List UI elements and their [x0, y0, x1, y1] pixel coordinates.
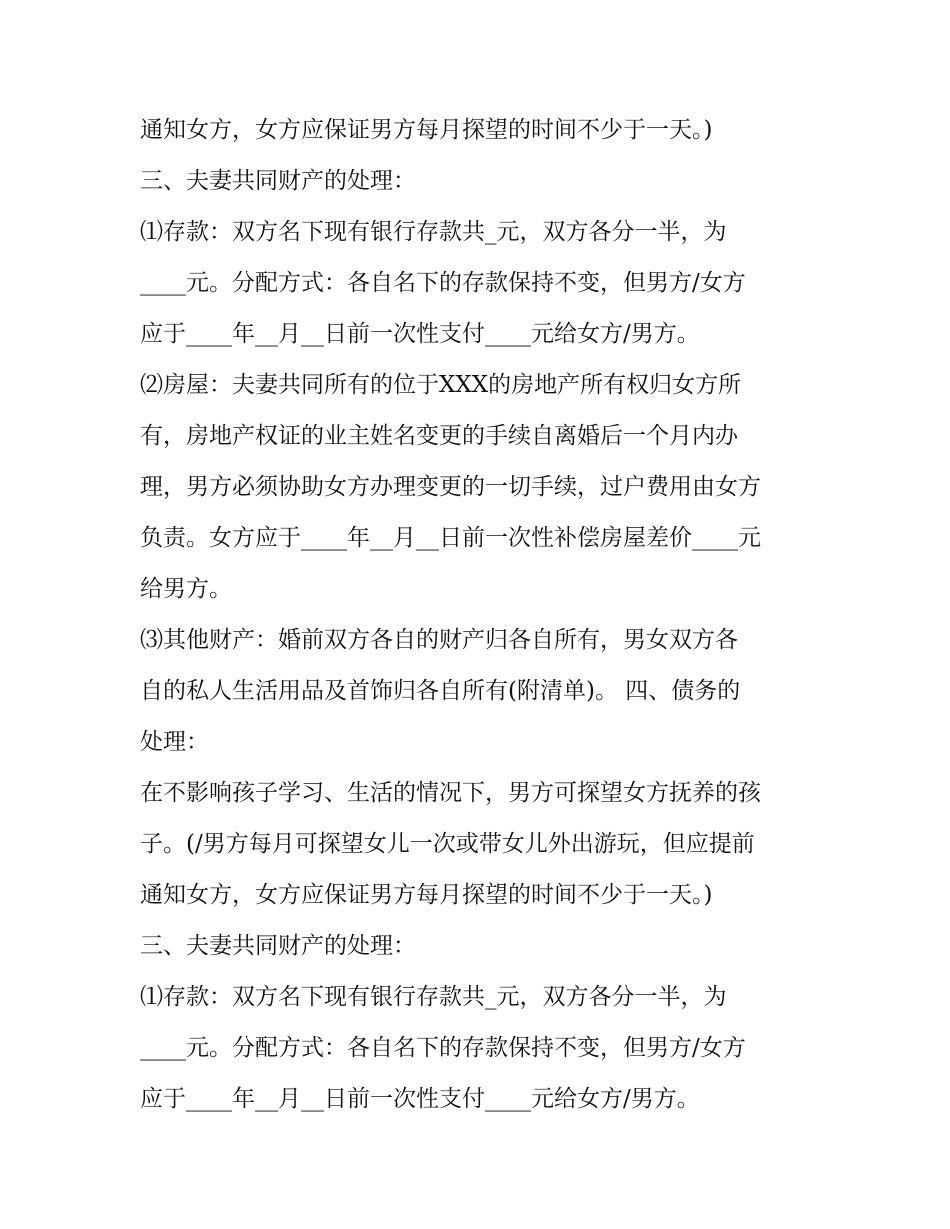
text-line: 有，房地产权证的业主姓名变更的手续自离婚后一个月内办: [140, 423, 738, 449]
section-heading: 三、夫妻共同财产的处理：: [140, 933, 416, 959]
text-line: 处理：: [140, 729, 209, 755]
text-line: 给男方。: [140, 576, 232, 602]
text-line: 在不影响孩子学习、生活的情况下，男方可探望女方抚养的孩: [140, 780, 761, 806]
text-line: ⑴存款：双方名下现有银行存款共_元，双方各分一半，为: [140, 984, 727, 1010]
text-line: ____元。分配方式：各自名下的存款保持不变，但男方/女方: [140, 270, 746, 296]
text-line: 应于____年__月__日前一次性支付____元给女方/男方。: [140, 321, 700, 347]
text-line: ⑴存款：双方名下现有银行存款共_元，双方各分一半，为: [140, 219, 727, 245]
text-line: 负责。女方应于____年__月__日前一次性补偿房屋差价____元: [140, 525, 761, 551]
text-line: ____元。分配方式：各自名下的存款保持不变，但男方/女方: [140, 1035, 746, 1061]
text-line: 通知女方，女方应保证男方每月探望的时间不少于一天。): [140, 882, 713, 908]
text-line: 理，男方必须协助女方办理变更的一切手续，过户费用由女方: [140, 474, 761, 500]
text-line: 应于____年__月__日前一次性支付____元给女方/男方。: [140, 1086, 700, 1112]
section-heading: 三、夫妻共同财产的处理：: [140, 168, 416, 194]
text-line: 通知女方，女方应保证男方每月探望的时间不少于一天。): [140, 117, 713, 143]
text-line: ⑶其他财产：婚前双方各自的财产归各自所有，男女双方各: [140, 627, 738, 653]
text-line: 自的私人生活用品及首饰归各自所有(附清单)。 四、债务的: [140, 678, 741, 704]
text-line: 子。(/男方每月可探望女儿一次或带女儿外出游玩，但应提前: [140, 831, 755, 857]
text-line: ⑵房屋：夫妻共同所有的位于XXX的房地产所有权归女方所: [140, 372, 742, 398]
